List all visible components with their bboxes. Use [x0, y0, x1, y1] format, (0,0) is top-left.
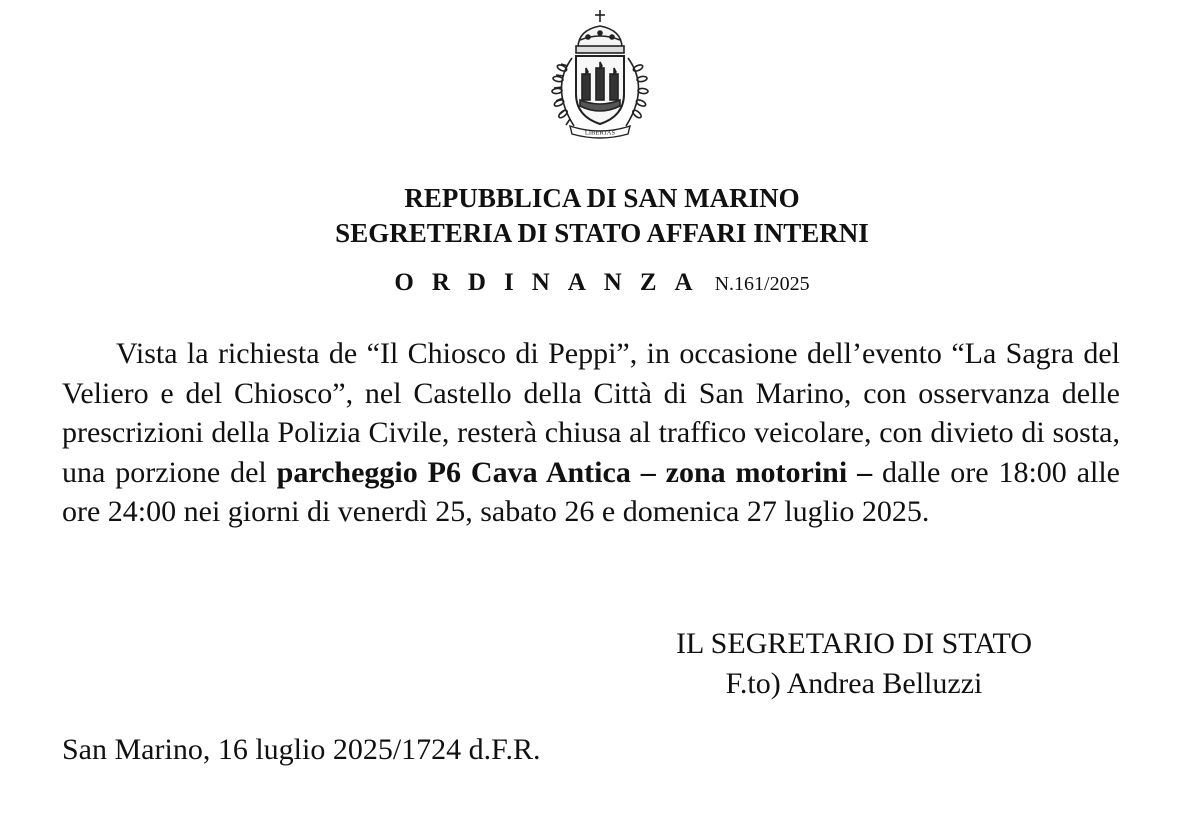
- body-text-part1: Vista la richiesta de “Il Chiosco di Peppi”, in occasione dell’evento “La Sagra del Veliero e del Chiosco”, nel Castello della Città di San Marino, con osservanza delle prescrizioni della Polizia Civile, resterà chiusa al traffico veicolare, con divieto di sosta, una porzione del: [62, 337, 1120, 489]
- ordinance-body: [62, 334, 1120, 532]
- ordinance-number: N.161/2025: [714, 273, 810, 295]
- signature-name: F.to) Andrea Belluzzi: [725, 667, 983, 700]
- coat-of-arms-icon: [544, 8, 656, 140]
- emblem-motto: LIBERTAS: [584, 129, 616, 137]
- header-secretariat: SEGRETERIA DI STATO AFFARI INTERNI: [335, 218, 869, 248]
- signature-role: IL SEGRETARIO DI STATO: [675, 627, 1032, 660]
- place-and-date: San Marino, 16 luglio 2025/1724 d.F.R.: [62, 733, 541, 766]
- ordinance-title: ORDINANZA: [394, 269, 711, 296]
- header-republic: REPUBBLICA DI SAN MARINO: [404, 183, 800, 213]
- ordinance-heading: [0, 266, 1204, 303]
- body-text-part2: dalle ore 18:00 alle ore 24:00 nei giorni di venerdì 25, sabato 26 e domenica 27 luglio 2025.: [62, 455, 1120, 528]
- body-text-highlight: parcheggio P6 Cava Antica – zona motorini –: [276, 455, 873, 489]
- coat-of-arms-emblem: [544, 8, 656, 140]
